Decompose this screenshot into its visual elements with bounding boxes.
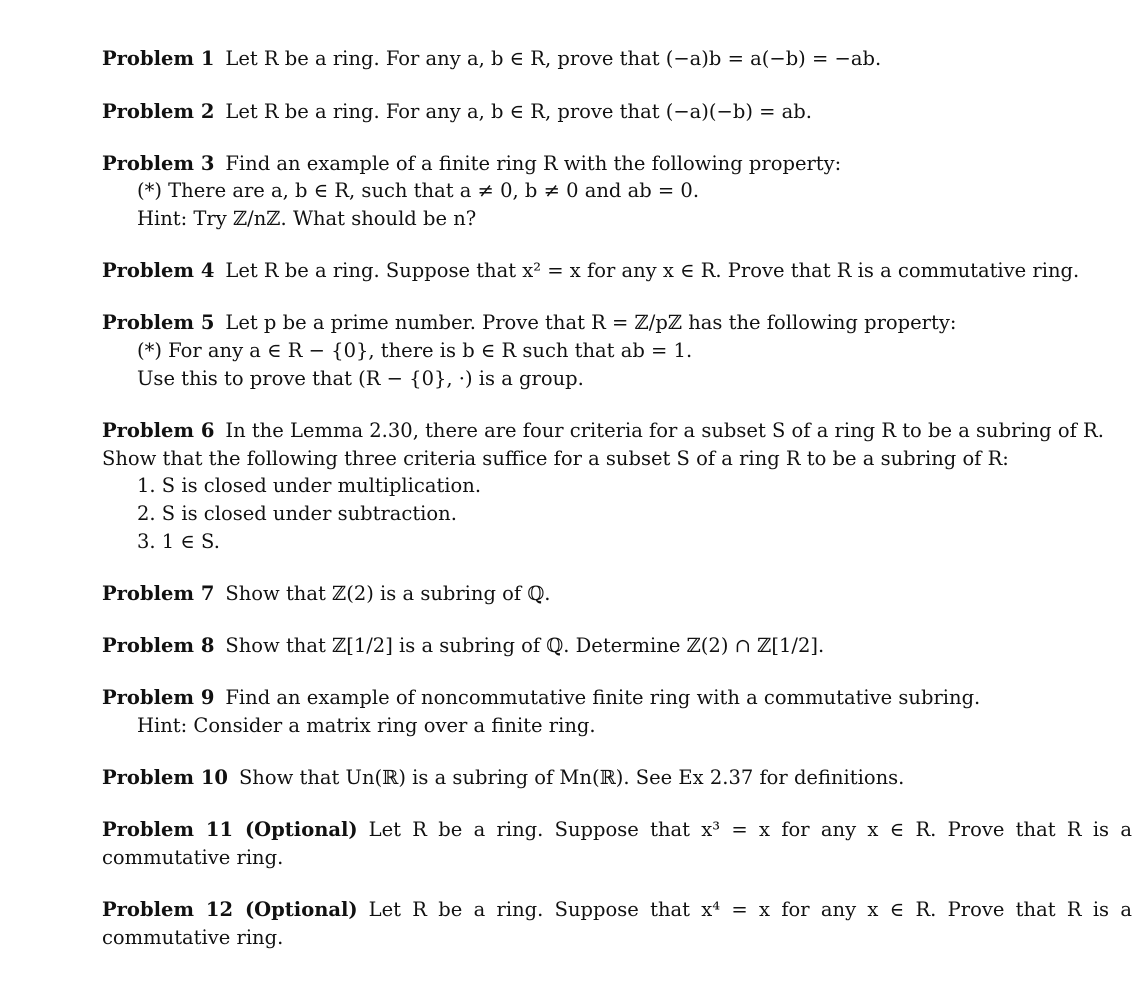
criterion-item: 1. S is closed under multiplication.	[137, 474, 482, 497]
problem-title: Problem 8	[102, 634, 215, 657]
problem-9-line	[102, 685, 980, 711]
problem-text: Let R be a ring. Suppose that x² = x for any x ∈ R. Prove that R is a commutative ring.	[225, 259, 1080, 282]
problem-6-line-2: Show that the following three criteria suffice for a subset S of a ring R to be a subring of R:	[102, 447, 1009, 470]
problem-text: Show that ℤ(2) is a subring of ℚ.	[225, 582, 551, 605]
problem-12-line	[102, 897, 1132, 923]
problem-title: Problem 10	[102, 766, 228, 789]
problem-3-line	[102, 151, 841, 177]
problem-text: Show that Un(ℝ) is a subring of Mn(ℝ). See Ex 2.37 for definitions.	[238, 766, 905, 789]
problem-text: Find an example of a finite ring R with the following property:	[225, 152, 842, 175]
property-line: (*) For any a ∈ R − {0}, there is b ∈ R such that ab = 1.	[137, 339, 693, 362]
problem-10-line	[102, 765, 904, 791]
problem-title: Problem 11 (Optional)	[102, 818, 358, 841]
problem-text: Let p be a prime number. Prove that R = ℤ/pℤ has the following property:	[225, 311, 957, 334]
criterion-item: 2. S is closed under subtraction.	[137, 502, 457, 525]
problem-4-line	[102, 258, 1079, 284]
problem-title: Problem 1	[102, 47, 215, 70]
hint-line: Hint: Try ℤ/nℤ. What should be n?	[137, 207, 477, 230]
problem-text: Find an example of noncommutative finite ring with a commutative subring.	[225, 686, 981, 709]
problem-1-line	[102, 46, 881, 72]
problem-title: Problem 9	[102, 686, 215, 709]
usage-line: Use this to prove that (R − {0}, ·) is a group.	[137, 367, 584, 390]
problem-text: In the Lemma 2.30, there are four criteria for a subset S of a ring R to be a subring of R.	[225, 419, 1104, 442]
problem-11-line	[102, 817, 1132, 843]
problem-text: Let R be a ring. For any a, b ∈ R, prove that (−a)(−b) = ab.	[225, 100, 812, 123]
problem-6-line	[102, 418, 1104, 444]
problem-title: Problem 2	[102, 100, 215, 123]
problem-title: Problem 5	[102, 311, 215, 334]
problem-11-line-2: commutative ring.	[102, 846, 284, 869]
criterion-item: 3. 1 ∈ S.	[137, 530, 220, 553]
problem-title: Problem 7	[102, 582, 215, 605]
problem-2-line	[102, 99, 812, 125]
problem-text: Let R be a ring. Suppose that x³ = x for any x ∈ R. Prove that R is a	[368, 818, 1132, 841]
problem-text: Show that ℤ[1/2] is a subring of ℚ. Determine ℤ(2) ∩ ℤ[1/2].	[225, 634, 825, 657]
problem-8-line	[102, 633, 824, 659]
property-line: (*) There are a, b ∈ R, such that a ≠ 0, b ≠ 0 and ab = 0.	[137, 179, 700, 202]
problem-title: Problem 3	[102, 152, 215, 175]
problem-text: Let R be a ring. Suppose that x⁴ = x for any x ∈ R. Prove that R is a	[368, 898, 1132, 921]
problem-text: Let R be a ring. For any a, b ∈ R, prove that (−a)b = a(−b) = −ab.	[225, 47, 882, 70]
problem-title: Problem 4	[102, 259, 215, 282]
problem-12-line-2: commutative ring.	[102, 926, 284, 949]
problem-title: Problem 6	[102, 419, 215, 442]
hint-line: Hint: Consider a matrix ring over a finite ring.	[137, 714, 596, 737]
problem-5-line	[102, 310, 956, 336]
problem-title: Problem 12 (Optional)	[102, 898, 358, 921]
problem-7-line	[102, 581, 551, 607]
